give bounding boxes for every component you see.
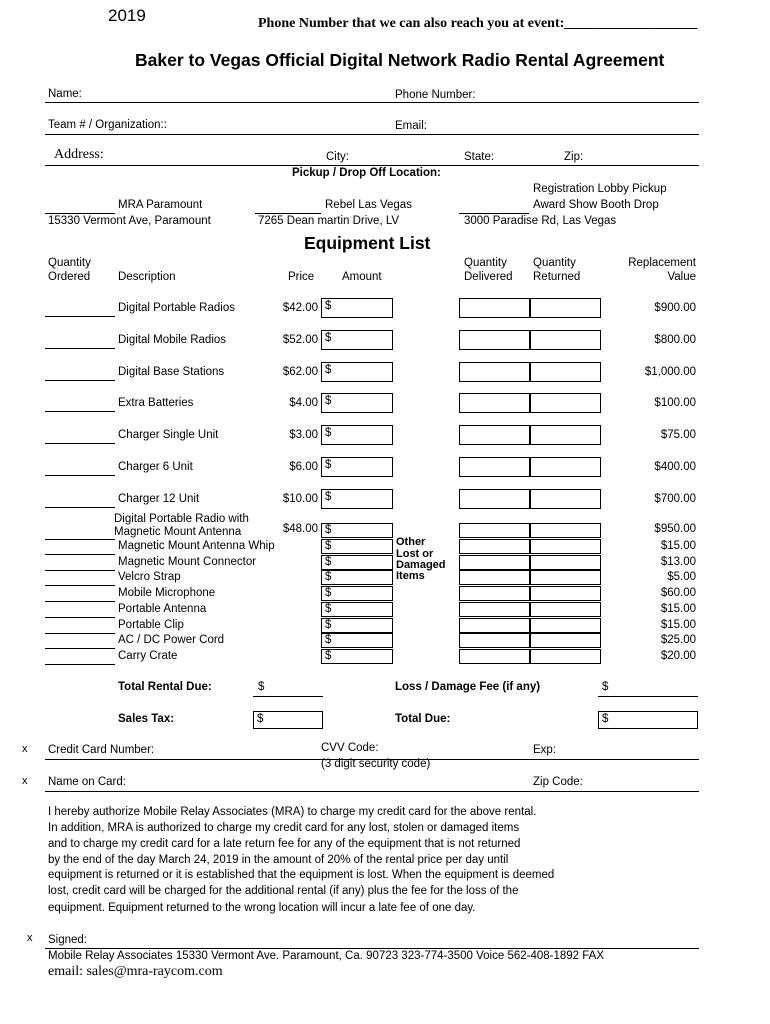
combo-currency: $ (325, 524, 332, 536)
auth-line-6: lost, credit card will be charged for the additional rental (if any) plus the fee for the loss of the (48, 885, 519, 897)
accessory-qty-line[interactable] (45, 554, 115, 555)
other-label-2: Lost or (396, 548, 434, 560)
rental-due-line[interactable] (253, 696, 323, 697)
col-qty-ordered-1: Quantity (48, 257, 91, 269)
loss-fee-currency: $ (602, 681, 609, 693)
item-amount-box[interactable] (321, 457, 393, 477)
item-replacement: $100.00 (654, 397, 696, 409)
team-line[interactable] (45, 134, 699, 135)
accessory-delivered-box[interactable] (459, 602, 531, 617)
accessory-amount-box[interactable] (321, 649, 393, 664)
company-footer: Mobile Relay Associates 15330 Vermont Ave. Paramount, Ca. 90723 323-774-3500 Voice 562-408-1892 FAX (48, 950, 604, 962)
item-currency: $ (325, 300, 332, 312)
item-delivered-box[interactable] (459, 393, 531, 413)
accessory-returned-box[interactable] (529, 649, 601, 664)
other-label-4: Items (396, 570, 425, 582)
item-replacement: $1,000.00 (644, 366, 696, 378)
name-x-mark: x (22, 775, 28, 787)
auth-line-1: I hereby authorize Mobile Relay Associates (MRA) to charge my credit card for the above rental. (48, 806, 537, 818)
accessory-returned-box[interactable] (529, 539, 601, 554)
item-currency: $ (325, 491, 332, 503)
loss-fee-line[interactable] (598, 696, 698, 697)
accessory-amount-box[interactable] (321, 539, 393, 554)
item-description: Charger Single Unit (118, 429, 219, 441)
auth-line-3: and to charge my credit card for a late return fee for any of the equipment that is not returned (48, 838, 521, 850)
item-qty-line[interactable] (45, 348, 115, 349)
accessory-description: Magnetic Mount Antenna Whip (118, 540, 275, 552)
accessory-currency: $ (325, 587, 332, 599)
accessory-replacement: $15.00 (660, 603, 696, 615)
item-delivered-box[interactable] (459, 362, 531, 382)
item-price: $62.00 (282, 366, 318, 378)
accessory-returned-box[interactable] (529, 633, 601, 648)
address-line[interactable] (45, 165, 699, 166)
item-replacement: $800.00 (654, 334, 696, 346)
name-line[interactable] (45, 102, 699, 103)
loc3-address: 3000 Paradise Rd, Las Vegas (464, 215, 617, 227)
item-currency: $ (325, 364, 332, 376)
accessory-replacement: $15.00 (660, 619, 696, 631)
signed-label: Signed: (48, 934, 88, 946)
accessory-description: Portable Antenna (118, 603, 207, 615)
item-returned-box[interactable] (529, 330, 601, 350)
item-delivered-box[interactable] (459, 425, 531, 445)
col-description: Description (118, 271, 176, 283)
accessory-qty-line[interactable] (45, 570, 115, 571)
signature-line[interactable] (45, 948, 699, 949)
email-footer: email: sales@mra-raycom.com (48, 964, 223, 979)
item-delivered-box[interactable] (459, 298, 531, 318)
col-replacement-1: Replacement (628, 257, 696, 269)
item-replacement: $900.00 (654, 302, 696, 314)
accessory-currency: $ (325, 556, 332, 568)
accessory-delivered-box[interactable] (459, 618, 531, 633)
accessory-currency: $ (325, 634, 332, 646)
sales-tax-box[interactable] (253, 711, 323, 729)
accessory-amount-box[interactable] (321, 633, 393, 648)
address-label: Address: (54, 147, 104, 162)
card-x-mark: x (22, 743, 28, 755)
item-amount-box[interactable] (321, 330, 393, 350)
equipment-heading: Equipment List (304, 233, 431, 253)
item-currency: $ (325, 395, 332, 407)
item-price: $10.00 (282, 493, 318, 505)
card-zip-label: Zip Code: (533, 776, 583, 788)
auth-line-7: equipment. Equipment returned to the wrong location will incur a late fee of one day. (48, 902, 476, 914)
accessory-returned-box[interactable] (529, 586, 601, 601)
col-qty-delivered-1: Quantity (464, 257, 507, 269)
item-description: Digital Mobile Radios (118, 334, 227, 346)
accessory-returned-box[interactable] (529, 618, 601, 633)
item-description: Extra Batteries (118, 397, 194, 409)
accessory-description: AC / DC Power Cord (118, 634, 225, 646)
item-currency: $ (325, 332, 332, 344)
loc1-name: MRA Paramount (118, 199, 203, 211)
item-delivered-box[interactable] (459, 330, 531, 350)
accessory-description: Carry Crate (118, 650, 178, 662)
accessory-qty-line[interactable] (45, 664, 115, 665)
combo-item-line2: Magnetic Mount Antenna (114, 526, 242, 538)
cvv-hint: (3 digit security code) (321, 758, 431, 770)
auth-line-2: In addition, MRA is authorized to charge my credit card for any lost, stolen or damaged items (48, 822, 520, 834)
item-amount-box[interactable] (321, 393, 393, 413)
signed-x-mark: x (27, 932, 33, 944)
rental-due-label: Total Rental Due: (118, 681, 212, 693)
card-number-label: Credit Card Number: (48, 744, 155, 756)
item-returned-box[interactable] (529, 489, 601, 509)
other-label-1: Other (396, 536, 426, 548)
col-qty-returned-2: Returned (533, 271, 581, 283)
year: 2019 (108, 6, 146, 25)
combo-returned-box[interactable] (529, 523, 601, 538)
accessory-qty-line[interactable] (45, 648, 115, 649)
item-returned-box[interactable] (529, 298, 601, 318)
accessory-amount-box[interactable] (321, 570, 393, 585)
combo-qty-line[interactable] (45, 539, 115, 540)
accessory-delivered-box[interactable] (459, 586, 531, 601)
loc3-line1: Registration Lobby Pickup (533, 183, 667, 195)
accessory-currency: $ (325, 603, 332, 615)
state-label: State: (464, 151, 495, 163)
loss-fee-label: Loss / Damage Fee (if any) (395, 681, 541, 693)
cvv-label: CVV Code: (321, 742, 379, 754)
item-delivered-box[interactable] (459, 457, 531, 477)
auth-line-4: by the end of the day March 24, 2019 in the amount of 20% of the rental price per day until (48, 854, 509, 866)
total-due-currency: $ (602, 713, 609, 725)
item-delivered-box[interactable] (459, 489, 531, 509)
combo-amount-box[interactable] (321, 523, 393, 538)
loc2-name: Rebel Las Vegas (325, 199, 412, 211)
accessory-currency: $ (325, 650, 332, 662)
item-qty-line[interactable] (45, 507, 115, 508)
zip-label: Zip: (564, 151, 584, 163)
accessory-description: Mobile Microphone (118, 587, 216, 599)
accessory-delivered-box[interactable] (459, 633, 531, 648)
accessory-qty-line[interactable] (45, 585, 115, 586)
item-qty-line[interactable] (45, 443, 115, 444)
accessory-returned-box[interactable] (529, 570, 601, 585)
combo-delivered-box[interactable] (459, 523, 531, 538)
item-price: $3.00 (289, 429, 318, 441)
accessory-replacement: $5.00 (667, 571, 696, 583)
total-due-label: Total Due: (395, 713, 451, 725)
accessory-amount-box[interactable] (321, 602, 393, 617)
item-returned-box[interactable] (529, 425, 601, 445)
loc1-checkbox-line[interactable] (45, 213, 115, 214)
accessory-amount-box[interactable] (321, 555, 393, 570)
item-qty-line[interactable] (45, 475, 115, 476)
item-description: Digital Base Stations (118, 366, 225, 378)
accessory-description: Magnetic Mount Connector (118, 556, 257, 568)
event-phone-label: Phone Number that we can also reach you at event:___________________ (258, 16, 698, 31)
item-replacement: $400.00 (654, 461, 696, 473)
accessory-returned-box[interactable] (529, 555, 601, 570)
accessory-qty-line[interactable] (45, 633, 115, 634)
loc2-address: 7265 Dean martin Drive, LV (258, 215, 400, 227)
accessory-qty-line[interactable] (45, 601, 115, 602)
item-replacement: $700.00 (654, 493, 696, 505)
accessory-delivered-box[interactable] (459, 555, 531, 570)
phone-label: Phone Number: (395, 89, 476, 101)
loc1-address: 15330 Vermont Ave, Paramount (48, 215, 211, 227)
item-description: Charger 6 Unit (118, 461, 193, 473)
accessory-currency: $ (325, 540, 332, 552)
item-qty-line[interactable] (45, 411, 115, 412)
item-qty-line[interactable] (45, 316, 115, 317)
item-amount-box[interactable] (321, 298, 393, 318)
combo-item-line1: Digital Portable Radio with (114, 513, 249, 525)
item-currency: $ (325, 427, 332, 439)
exp-label: Exp: (533, 744, 557, 756)
accessory-replacement: $60.00 (660, 587, 696, 599)
col-qty-ordered-2: Ordered (48, 271, 91, 283)
accessory-delivered-box[interactable] (459, 570, 531, 585)
page-title: Baker to Vegas Official Digital Network Radio Rental Agreement (135, 50, 665, 70)
accessory-amount-box[interactable] (321, 618, 393, 633)
total-due-box[interactable] (598, 711, 698, 729)
auth-line-5: equipment is returned or it is established that the equipment is lost. When the equipment is deemed (48, 869, 555, 881)
col-price: Price (288, 271, 315, 283)
accessory-description: Velcro Strap (118, 571, 181, 583)
item-returned-box[interactable] (529, 457, 601, 477)
email-label: Email: (395, 120, 427, 132)
team-label: Team # / Organization:: (48, 119, 167, 131)
accessory-replacement: $13.00 (660, 556, 696, 568)
loc2-checkbox-line[interactable] (255, 213, 321, 214)
accessory-currency: $ (325, 571, 332, 583)
accessory-qty-line[interactable] (45, 617, 115, 618)
item-amount-box[interactable] (321, 425, 393, 445)
item-currency: $ (325, 459, 332, 471)
accessory-replacement: $20.00 (660, 650, 696, 662)
accessory-replacement: $15.00 (660, 540, 696, 552)
loc3-checkbox-line[interactable] (459, 213, 529, 214)
item-amount-box[interactable] (321, 489, 393, 509)
name-on-card-line[interactable] (45, 791, 699, 792)
combo-price: $48.00 (282, 523, 318, 535)
accessory-currency: $ (325, 619, 332, 631)
other-label-3: Damaged (396, 559, 446, 571)
item-price: $52.00 (282, 334, 318, 346)
accessory-description: Portable Clip (118, 619, 184, 631)
sales-tax-currency: $ (257, 713, 264, 725)
item-description: Charger 12 Unit (118, 493, 200, 505)
accessory-replacement: $25.00 (660, 634, 696, 646)
name-label: Name: (48, 88, 82, 100)
pickup-heading: Pickup / Drop Off Location: (292, 167, 441, 179)
accessory-amount-box[interactable] (321, 586, 393, 601)
item-replacement: $75.00 (660, 429, 696, 441)
accessory-delivered-box[interactable] (459, 649, 531, 664)
item-price: $42.00 (282, 302, 318, 314)
combo-replacement: $950.00 (654, 523, 696, 535)
col-qty-returned-1: Quantity (533, 257, 576, 269)
item-price: $4.00 (289, 397, 318, 409)
col-replacement-2: Value (667, 271, 696, 283)
sales-tax-label: Sales Tax: (118, 713, 175, 725)
loc3-line2: Award Show Booth Drop (533, 199, 659, 211)
item-price: $6.00 (289, 461, 318, 473)
rental-due-currency: $ (258, 681, 265, 693)
item-amount-box[interactable] (321, 362, 393, 382)
item-returned-box[interactable] (529, 393, 601, 413)
city-label: City: (326, 151, 349, 163)
item-returned-box[interactable] (529, 362, 601, 382)
col-qty-delivered-2: Delivered (464, 271, 513, 283)
item-qty-line[interactable] (45, 380, 115, 381)
name-on-card-label: Name on Card: (48, 776, 126, 788)
accessory-returned-box[interactable] (529, 602, 601, 617)
col-amount: Amount (342, 271, 382, 283)
item-description: Digital Portable Radios (118, 302, 235, 314)
accessory-delivered-box[interactable] (459, 539, 531, 554)
